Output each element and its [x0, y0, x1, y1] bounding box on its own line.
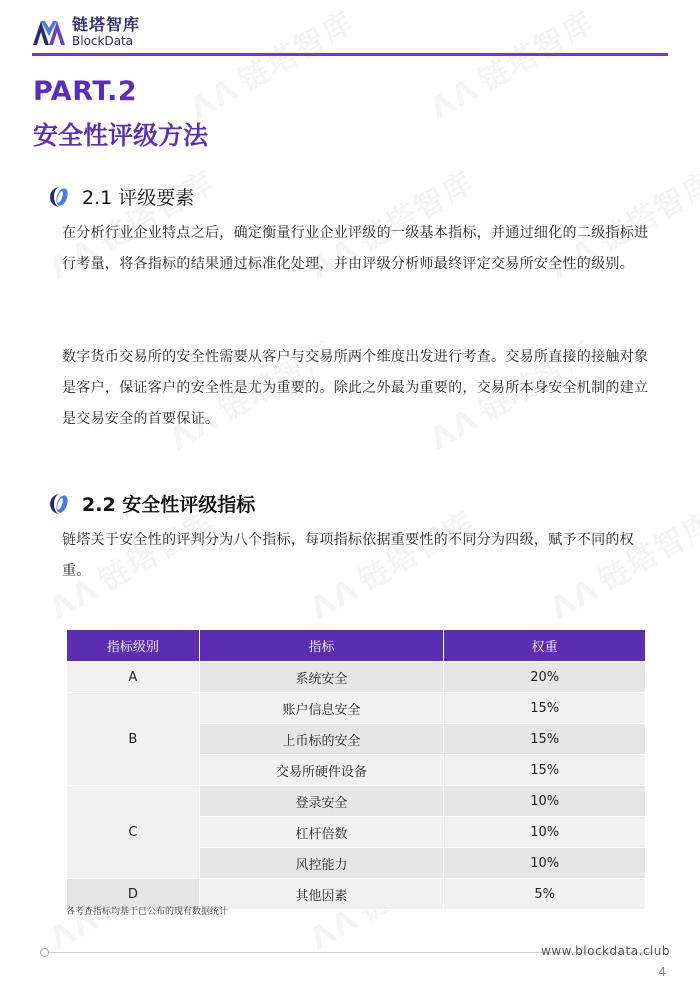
indicator-cell: 上币标的安全 — [199, 724, 444, 755]
blockdata-logo-icon — [32, 18, 66, 46]
column-header-level: 指标级别 — [67, 630, 200, 662]
logo-name-en: BlockData — [72, 34, 134, 48]
logo-name-cn: 链塔智库 — [72, 15, 141, 34]
footer-url: www.blockdata.club — [541, 944, 670, 958]
level-cell: A — [67, 662, 200, 693]
paragraph: 链塔关于安全性的评判分为八个指标，每项指标依据重要性的不同分为四级，赋予不同的权重。 — [62, 532, 634, 579]
section-heading-2-2 — [48, 490, 255, 517]
page-title: 安全性评级方法 — [33, 121, 209, 150]
weight-cell: 5% — [444, 879, 646, 910]
table-footnote: 各考查指标均基于已公布的现有数据统计 — [66, 907, 229, 917]
page-number: 4 — [658, 965, 666, 979]
section-title: 2.1 评级要素 — [82, 187, 195, 209]
level-cell: B — [67, 693, 200, 786]
weight-cell: 15% — [444, 755, 646, 786]
indicator-cell: 其他因素 — [199, 879, 444, 910]
table-header-row — [67, 630, 646, 662]
level-cell: C — [67, 786, 200, 879]
section-title: 2.2 安全性评级指标 — [82, 494, 256, 516]
level-cell: D — [67, 879, 200, 910]
column-header-weight: 权重 — [444, 630, 646, 662]
weight-cell: 10% — [444, 817, 646, 848]
paragraph: 数字货币交易所的安全性需要从客户与交易所两个维度出发进行考查。交易所直接的接触对象是客户，保证客户的安全性是尤为重要的。除此之外最为重要的，交易所本身安全机制的建立是交易安全的首要保证。 — [62, 349, 649, 427]
footer-dot-icon — [40, 948, 49, 957]
section-bullet-icon — [48, 185, 72, 209]
weight-cell: 10% — [444, 786, 646, 817]
logo-text — [72, 17, 140, 47]
weight-cell: 10% — [444, 848, 646, 879]
rating-indicator-table — [66, 629, 646, 910]
table-row — [67, 786, 646, 817]
column-header-indicator: 指标 — [199, 630, 444, 662]
section-heading-2-1 — [48, 183, 194, 210]
part-title: PART.2 — [33, 76, 138, 107]
paragraph: 在分析行业企业特点之后，确定衡量行业企业评级的一级基本指标，并通过细化的二级指标进行考量，将各指标的结果通过标准化处理，并由评级分析师最终评定交易所安全性的级别。 — [62, 225, 649, 272]
table-row — [67, 693, 646, 724]
section-bullet-icon — [48, 492, 72, 516]
indicator-cell: 风控能力 — [199, 848, 444, 879]
weight-cell: 15% — [444, 724, 646, 755]
weight-cell: 15% — [444, 693, 646, 724]
indicator-cell: 交易所硬件设备 — [199, 755, 444, 786]
table-row — [67, 662, 646, 693]
brand-header — [32, 14, 140, 50]
indicator-cell: 登录安全 — [199, 786, 444, 817]
weight-cell: 20% — [444, 662, 646, 693]
watermark — [420, 0, 602, 128]
header-divider — [32, 53, 668, 56]
watermark — [180, 0, 362, 128]
indicator-cell: 系统安全 — [199, 662, 444, 693]
indicator-cell: 杠杆倍数 — [199, 817, 444, 848]
indicator-cell: 账户信息安全 — [199, 693, 444, 724]
